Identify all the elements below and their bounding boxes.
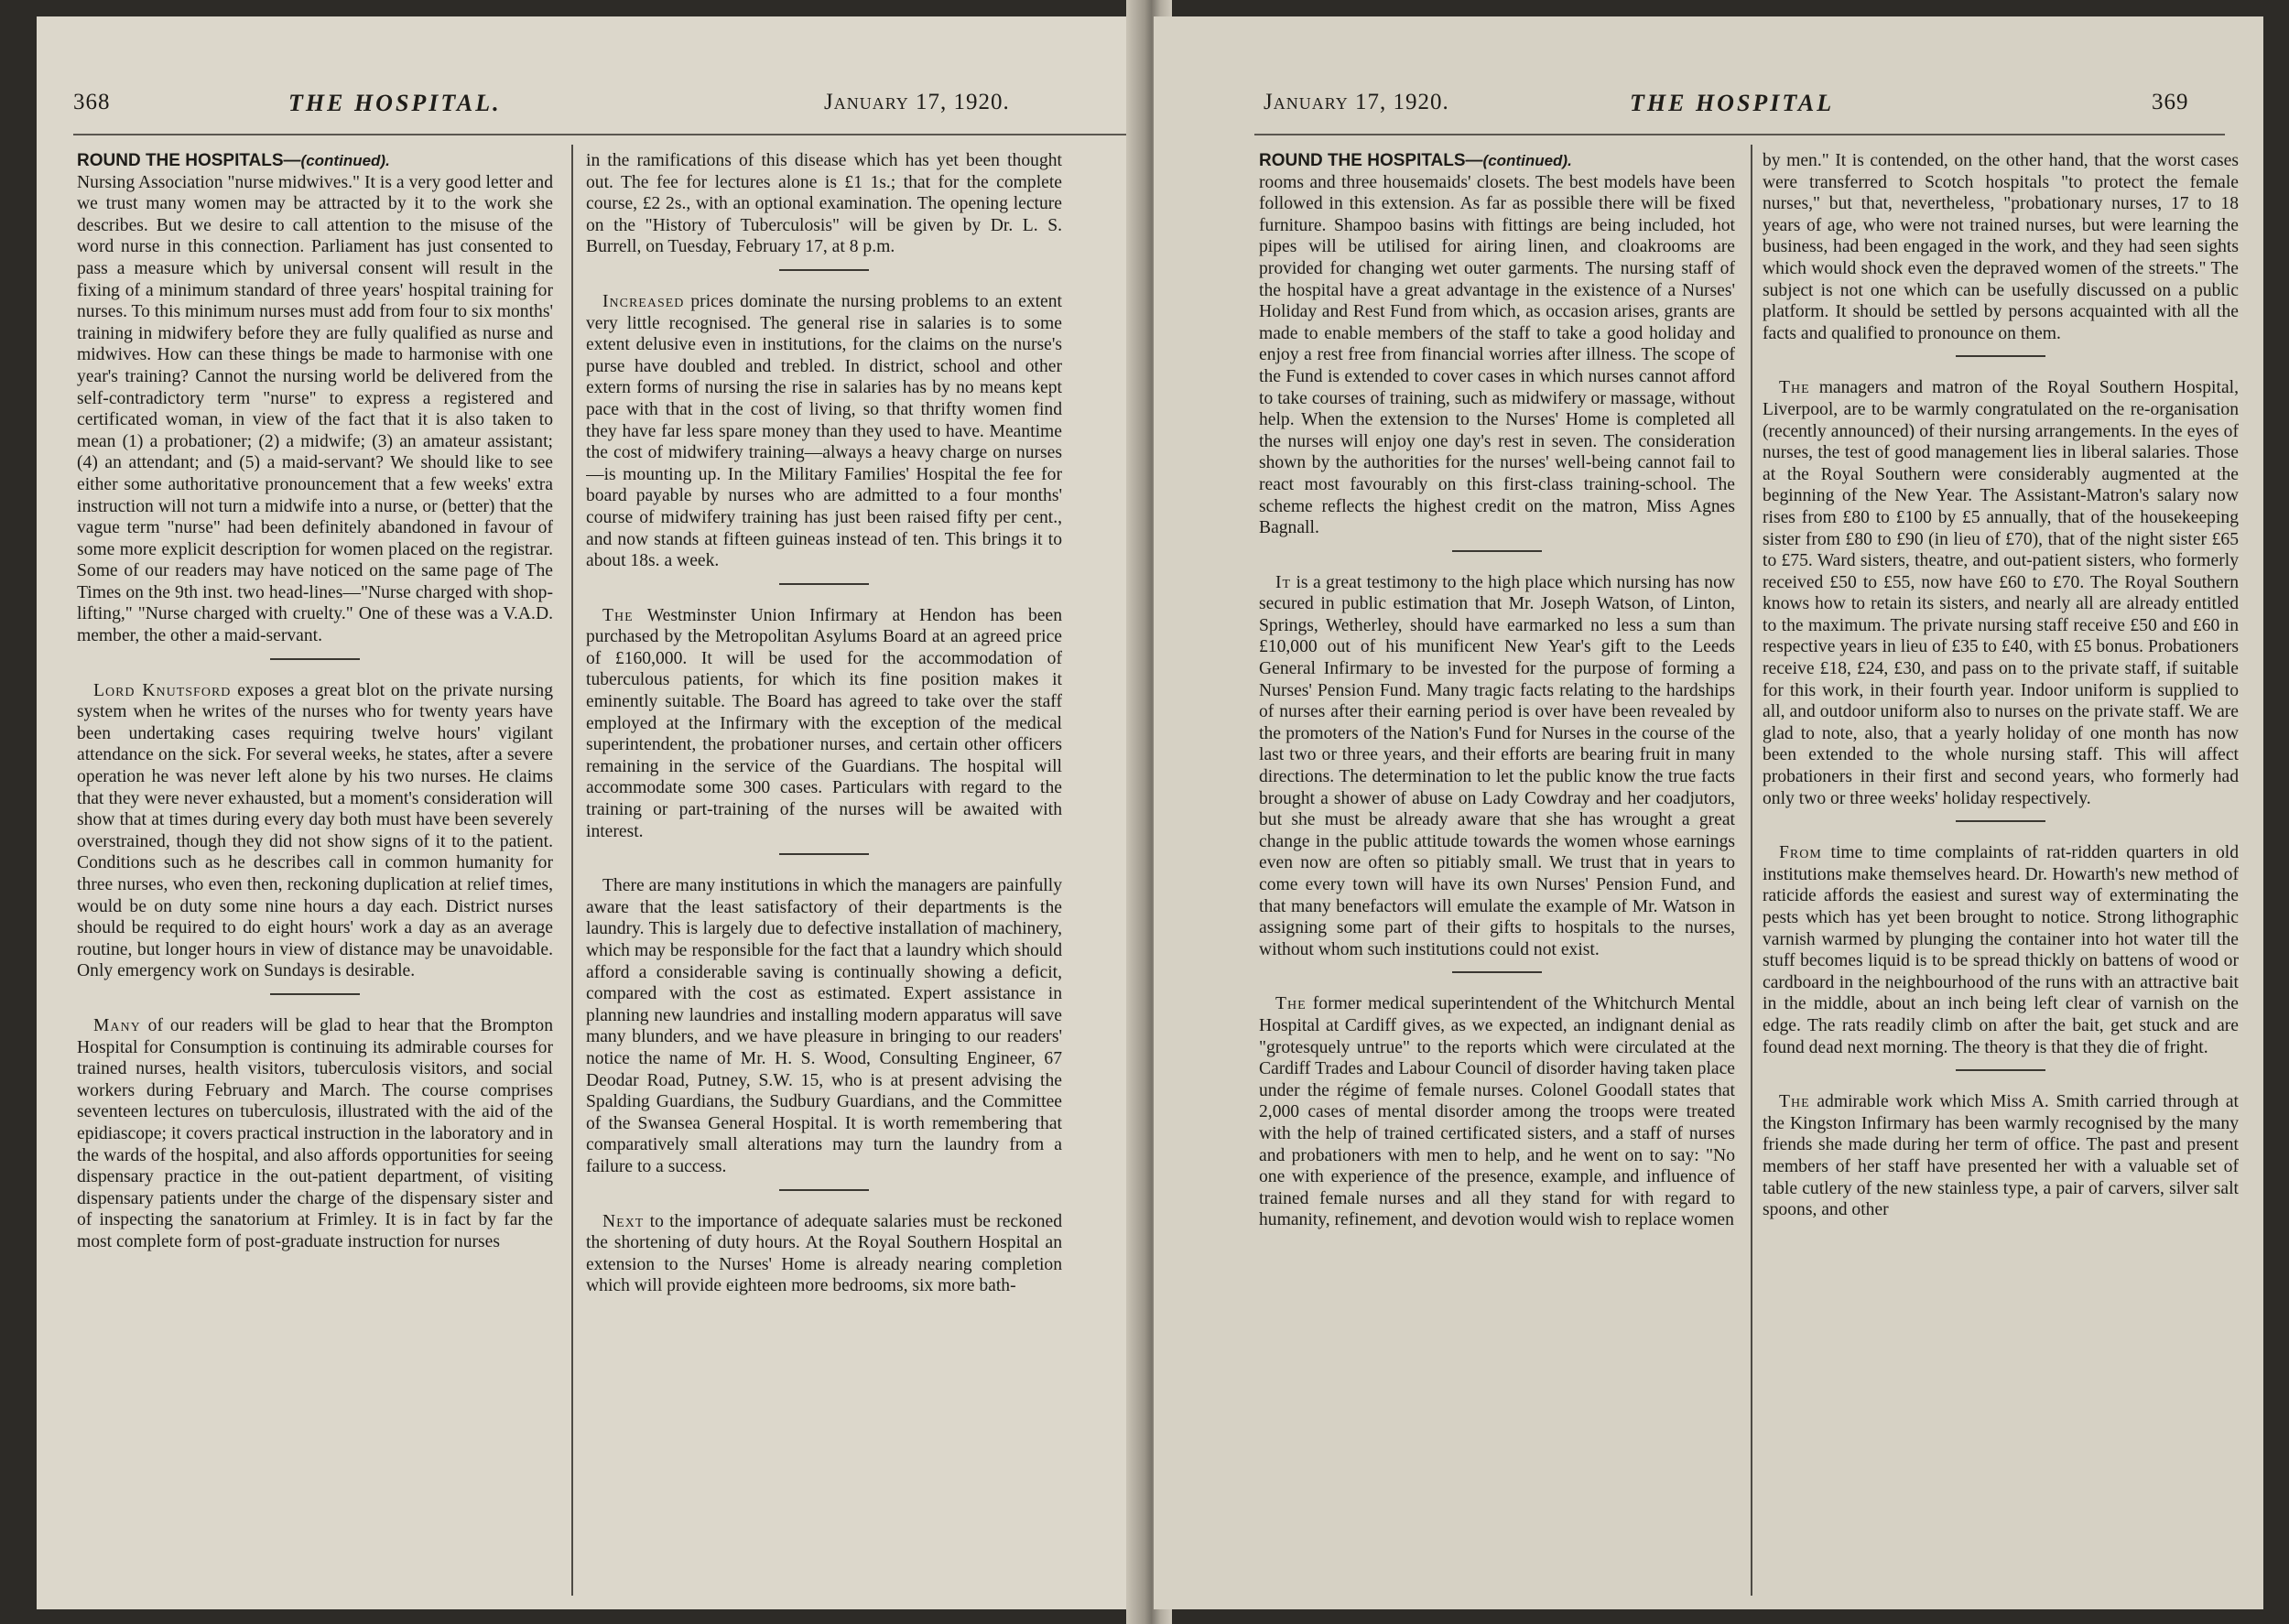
article-paragraph: The Westminster Union Infirmary at Hendon has been purchased by the Metropolitan Asylums Board at an agreed price of £160,000. It will be used for the accommodation of tuberculous patients, for which its fine position makes it eminently suitable. The Board has agreed to take over the staff employed at the Infirmary with the exception of the medical superintendent, the probationer nurses, and certain other officers remaining in the service of the Guardians. The hospital will accommodate some 300 cases. Particulars with regard to the training or part-training of the nurses will be awaited with interest. xyxy=(586,605,1062,841)
header-rule xyxy=(73,134,1126,135)
section-divider xyxy=(779,583,869,585)
journal-title: THE HOSPITAL. xyxy=(288,90,502,116)
article-paragraph: Increased prices dominate the nursing problems to an extent very little recognised. The general rise in salaries is to some extent delusive even in institutions, for the claims on the nurse's purse have doubled and trebled. In district, school and other extern forms of nursing the rise in salaries has by no means kept pace with that in the cost of living, so that thrifty women find they have far less spare money than they used to have. Meantime the cost of midwifery training—always a heavy charge on nurses—is mounting up. In the Military Families' Hospital the fee for board payable by nurses who are admitted to a four months' course of midwifery training has just been raised fifty per cent., and now stands at fifteen guineas instead of ten. This brings it to about 18s. a week. xyxy=(586,291,1062,571)
section-kicker: ROUND THE HOSPITALS—(continued). xyxy=(1259,151,1572,170)
issue-date: January 17, 1920. xyxy=(1264,90,1449,114)
journal-title: THE HOSPITAL xyxy=(1630,90,1835,116)
section-divider xyxy=(1956,355,2045,357)
article-paragraph: Nursing Association "nurse midwives." It is a very good letter and we trust many women may be attracted by it to the work she describes. But we desire to call attention to the misuse of the word nurse in this connection. Parliament has just consented to pass a measure which by universal consent will result in the fixing of a minimum standard of three years' hospital training for nurses. To this minimum nurses must add from four to six months' training in midwifery before they are fully qualified as nurse and midwives. How can these things be made to harmonise with one year's training? Cannot the nursing world be delivered from the self-contradictory term "nurse" to express a registered and certificated woman, in view of the fact that it is also taken to mean (1) a probationer; (2) a midwife; (3) an amateur assistant; (4) an attendant; and (5) a maid-servant? We should like to see either some authoritative pronouncement that a few weeks' extra instruction will not turn a midwife into a nurse, or (better) that the vague term "nurse" had been definitely abandoned in favour of some more explicit description for women placed on the registrar. Some of our readers may have noticed on the same page of The Times on the 9th inst. two head-lines—"Nurse charged with shop-lifting," "Nurse charged with cruelty." One of these was a V.A.D. member, the other a maid-servant. xyxy=(77,172,553,646)
article-paragraph: in the ramifications of this disease which has yet been thought out. The fee for lectures alone is £1 1s.; that for the complete course, £2 2s., with an optional examination. The opening lecture on the "History of Tuberculosis" will be given by Dr. L. S. Burrell, on Tuesday, February 17, at 8 p.m. xyxy=(586,151,1062,257)
article-paragraph: The managers and matron of the Royal Southern Hospital, Liverpool, are to be warmly congratulated on the re-organisation (recently announced) of their nursing arrangements. In the eyes of nurses, the test of good management lies in liberal salaries. Those at the Royal Southern were considerably augmented at the beginning of the New Year. The Assistant-Matron's salary now rises from £80 to £100 by £5 annually, that of the housekeeping sister from £80 to £90 (in lieu of £70), that of the night sister £65 to £75. Ward sisters, theatre, and out-patient sisters, who formerly received £50 to £55, now have £60 to £70. The Royal Southern knows how to retain its sisters, and nearly all are already entitled to the maximum. The private nursing staff receive £50 and £60 in respective years in lieu of £35 to £40, with £5 bonus. Probationers receive £18, £24, £30, and pass on to the private staff, if suitable for this work, in their fourth year. Indoor uniform is supplied to all, and outdoor uniform also to nurses on the private staff. We are glad to note, also, that a yearly holiday of one month has now been extended to the whole nursing staff. This will affect probationers in their first and second years, who formerly had only two or three weeks' holiday respectively. xyxy=(1763,378,2239,808)
page-number: 369 xyxy=(2152,90,2189,114)
right-column-2 xyxy=(1763,150,2239,1597)
section-divider xyxy=(270,658,360,660)
article-paragraph: by men." It is contended, on the other hand, that the worst cases were transferred to Scotch hospitals "to protect the female nurses," but that, nevertheless, "probationary nurses, 17 to 18 years of age, who were not trained nurses, but were learning the business, had been engaged in the work, and they had seen sights which would shock even the depraved women of the streets." The subject is not one which can be usefully discussed on a public platform. It should be settled by persons acquainted with all the facts and qualified to pronounce on them. xyxy=(1763,151,2239,343)
left-column-2 xyxy=(586,150,1062,1597)
article-paragraph: It is a great testimony to the high place which nursing has now secured in public estimation that Mr. Joseph Watson, of Linton, Springs, Wetherley, should have earmarked no less a sum than £10,000 out of his munificent New Year's gift to the Leeds General Infirmary to be invested for the purpose of forming a Nurses' Pension Fund. Many tragic facts relating to the hardships of nurses after their earning period is over have been revealed by the promoters of the Nation's Fund for Nurses in the course of the last two or three years, and their efforts are bearing fruit in many directions. The determination to let the public know the true facts brought a shower of abuse on Lady Cowdray and her coadjutors, but she must be already aware that she has wrought a great change in the public attitude towards the women whose earnings even now are often so pitiably small. We trust that in years to come every town will have its own Nurses' Pension Fund, and that many benefactors will emulate the example of Mr. Watson in assigning some part of their gifts to hospitals to the nurses, without whom such institutions could not exist. xyxy=(1259,572,1735,959)
section-divider xyxy=(779,1189,869,1191)
article-paragraph: From time to time complaints of rat-ridden quarters in old institutions make themselves heard. Dr. Howarth's new method of raticide affords the easiest and surest way of exterminating the pests which has yet been brought to notice. Strong lithographic varnish warmed by plunging the container into hot water till the stuff becomes liquid is to be spread thickly on battens of wood or cardboard in the neighbourhood of the runs with an attractive bait in the middle, about an inch being left clear of varnish on the edge. The rats readily climb on after the bait, get stuck and are found dead next morning. The theory is that they die of fright. xyxy=(1763,843,2239,1057)
section-kicker: ROUND THE HOSPITALS—(continued). xyxy=(77,151,390,170)
column-rule xyxy=(571,145,573,1596)
article-paragraph: The admirable work which Miss A. Smith carried through at the Kingston Infirmary has been warmly recognised by the many friends she made during her term of office. The past and present members of her staff have presented her with a valuable set of table cutlery of the new stainless type, a pair of carvers, silver salt spoons, and other xyxy=(1763,1092,2239,1220)
column-rule xyxy=(1751,145,1752,1596)
left-page-header xyxy=(37,90,1143,128)
section-divider xyxy=(1452,550,1542,552)
section-divider xyxy=(1956,1069,2045,1071)
article-paragraph: rooms and three housemaids' closets. The best models have been followed in this extension. As far as possible there will be fixed furniture. Shampoo basins with fittings are being included, hot pipes will be utilised for airing linen, and cloakrooms are provided for changing wet outer garments. The nursing staff of the hospital have a great advantage in the existence of a Nurses' Holiday and Rest Fund from which, as occasion arises, grants are made to enable members of the staff to take a good holiday and enjoy a rest free from financial worries after illness. The scope of the Fund is extended to cover cases in which nurses cannot afford to take courses of training, such as midwifery or massage, without help. When the extension to the Nurses' Home is completed all the nurses will enjoy one day's rest in seven. The consideration shown by the authorities for the nurses' well-being cannot fail to react most favourably on this first-class training-school. The scheme reflects the highest credit on the matron, Miss Agnes Bagnall. xyxy=(1259,172,1735,538)
article-paragraph: Many of our readers will be glad to hear that the Brompton Hospital for Consumption is continuing its admirable courses for trained nurses, health visitors, tuberculosis visitors, and social workers during February and March. The course comprises seventeen lectures on tuberculosis, illustrated with the aid of the epidiascope; it covers practical instruction in the laboratory and in the wards of the hospital, and also affords opportunities for seeing dispensary practice in the out-patient department, of visiting dispensary patients under the charge of the dispensary sister and of inspecting the sanatorium at Frimley. It is in fact by far the most complete form of post-graduate instruction for nurses xyxy=(77,1015,553,1251)
left-page xyxy=(37,16,1143,1609)
section-divider xyxy=(270,993,360,995)
page-number: 368 xyxy=(73,90,111,114)
right-page-header xyxy=(1154,90,2263,128)
left-column-1 xyxy=(77,150,553,1597)
section-divider xyxy=(779,269,869,271)
article-paragraph: Next to the importance of adequate salaries must be reckoned the shortening of duty hours. At the Royal Southern Hospital an extension to the Nurses' Home is already nearing completion which will provide eighteen more bedrooms, six more bath- xyxy=(586,1211,1062,1296)
article-paragraph: The former medical superintendent of the Whitchurch Mental Hospital at Cardiff gives, as we expected, an indignant denial as "grotesquely untrue" to the reports which were circulated at the Cardiff Trades and Labour Council of disorder having taken place under the régime of female nurses. Colonel Goodall states that 2,000 cases of mental disorder among the troops were treated with the help of trained certificated sisters, and a staff of nurses and probationers with men to help, and he went on to say: "No one with experience of the presence, example, and influence of trained female nurses and all they stand for with regard to humanity, refinement, and devotion would wish to replace women xyxy=(1259,994,1735,1230)
article-paragraph: Lord Knutsford exposes a great blot on the private nursing system when he writes of the nurses who for twenty years have been undertaking cases requiring twelve hours' vigilant attendance on the sick. For several weeks, he states, after a severe operation he was never left alone by his two nurses. He claims that they were never exhausted, but a moment's consideration will show that at times during every day both must have been severely overstrained, though they did not show signs of it to the patient. Conditions such as he describes call in common humanity for three nurses, who even then, reckoning duplication at relief times, would be on duty some nine hours a day each. District nurses should be required to do eight hours' work a day as an average routine, but longer hours in view of distance may be unavoidable. Only emergency work on Sundays is desirable. xyxy=(77,680,553,981)
article-paragraph: There are many institutions in which the managers are painfully aware that the least satisfactory of their departments is the laundry. This is largely due to defective installation of machinery, which may be responsible for the fact that a laundry which should afford a considerable saving is continually showing a deficit, compared with the cost as estimated. Expert assistance in planning new laundries and installing modern apparatus will save many blunders, and we have pleasure in bringing to our readers' notice the name of Mr. H. S. Wood, Consulting Engineer, 67 Deodar Road, Putney, S.W. 15, who is at present advising the Spalding Guardians, the Sudbury Guardians, and the Committee of the Swansea General Hospital. It is worth remembering that comparatively small alterations may turn the laundry from a failure to a success. xyxy=(586,876,1062,1176)
section-divider xyxy=(779,853,869,855)
section-divider xyxy=(1452,971,1542,973)
right-page xyxy=(1154,16,2263,1609)
right-column-1 xyxy=(1259,150,1735,1597)
section-divider xyxy=(1956,820,2045,822)
header-rule xyxy=(1254,134,2225,135)
issue-date: January 17, 1920. xyxy=(824,90,1010,114)
